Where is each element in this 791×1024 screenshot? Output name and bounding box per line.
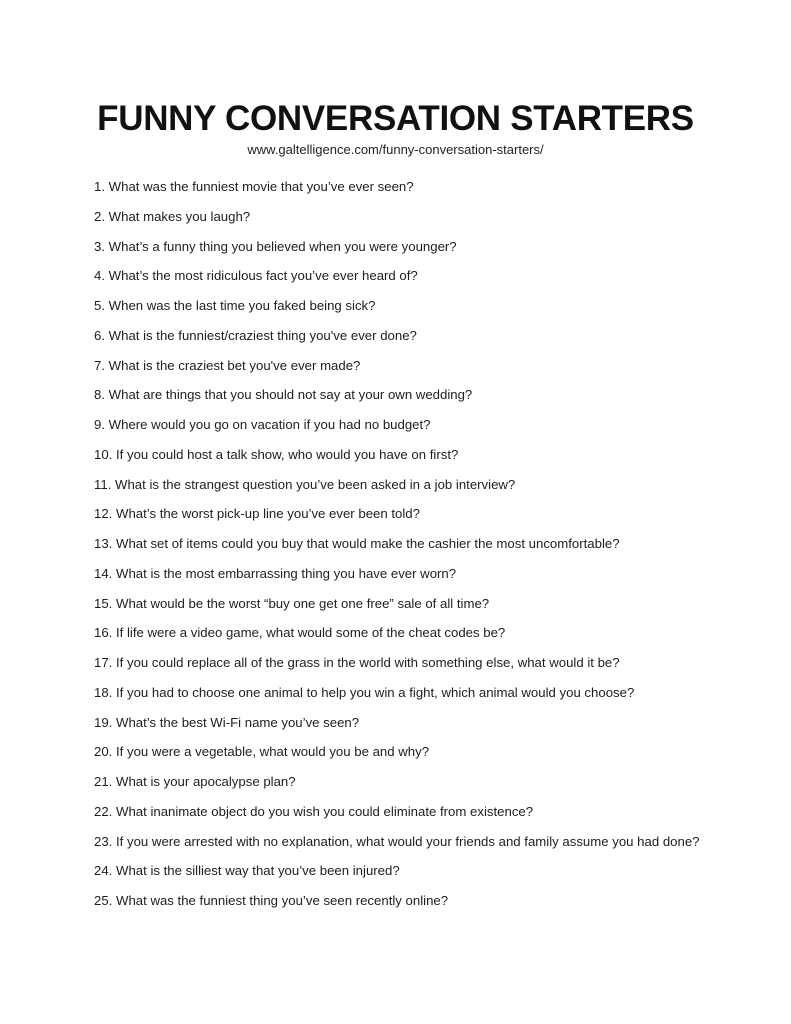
- list-item: 24. What is the silliest way that you’ve been injured?: [94, 863, 400, 879]
- list-item: 23. If you were arrested with no explanation, what would your friends and family assume you had done?: [94, 833, 700, 849]
- list-item: 8. What are things that you should not say at your own wedding?: [94, 387, 473, 403]
- list-item: 4. What’s the most ridiculous fact you’ve ever heard of?: [94, 268, 418, 284]
- list-item: 16. If life were a video game, what would some of the cheat codes be?: [94, 625, 506, 641]
- page-title: FUNNY CONVERSATION STARTERS: [97, 99, 694, 138]
- list-item: 14. What is the most embarrassing thing you have ever worn?: [94, 565, 457, 581]
- list-item: 17. If you could replace all of the grass in the world with something else, what would it be?: [94, 655, 620, 670]
- list-item: 2. What makes you laugh?: [94, 208, 251, 224]
- list-item: 13. What set of items could you buy that would make the cashier the most uncomfortable?: [94, 536, 620, 551]
- list-item: 15. What would be the worst “buy one get one free” sale of all time?: [94, 595, 490, 611]
- list-item: 5. When was the last time you faked being sick?: [94, 298, 376, 313]
- question-list: [94, 177, 700, 921]
- list-item: 11. What is the strangest question you’ve been asked in a job interview?: [94, 476, 516, 492]
- list-item: 21. What is your apocalypse plan?: [94, 774, 296, 789]
- list-item: 6. What is the funniest/craziest thing you've ever done?: [94, 327, 417, 343]
- list-item: 22. What inanimate object do you wish you could eliminate from existence?: [94, 803, 534, 819]
- list-item: 10. If you could host a talk show, who would you have on first?: [94, 446, 459, 462]
- list-item: 9. Where would you go on vacation if you had no budget?: [94, 417, 431, 432]
- list-item: 1. What was the funniest movie that you’ve ever seen?: [94, 179, 414, 194]
- list-item: 19. What’s the best Wi-Fi name you’ve seen?: [94, 714, 360, 730]
- list-item: 18. If you had to choose one animal to help you win a fight, which animal would you choose?: [94, 684, 635, 700]
- list-item: 12. What’s the worst pick-up line you’ve ever been told?: [94, 506, 420, 522]
- list-item: 7. What is the craziest bet you've ever made?: [94, 357, 361, 373]
- list-item: 25. What was the funniest thing you’ve seen recently online?: [94, 893, 449, 908]
- list-item: 3. What’s a funny thing you believed when you were younger?: [94, 238, 457, 254]
- source-url: www.galtelligence.com/funny-conversation-starters/: [247, 142, 544, 157]
- list-item: 20. If you were a vegetable, what would you be and why?: [94, 744, 430, 760]
